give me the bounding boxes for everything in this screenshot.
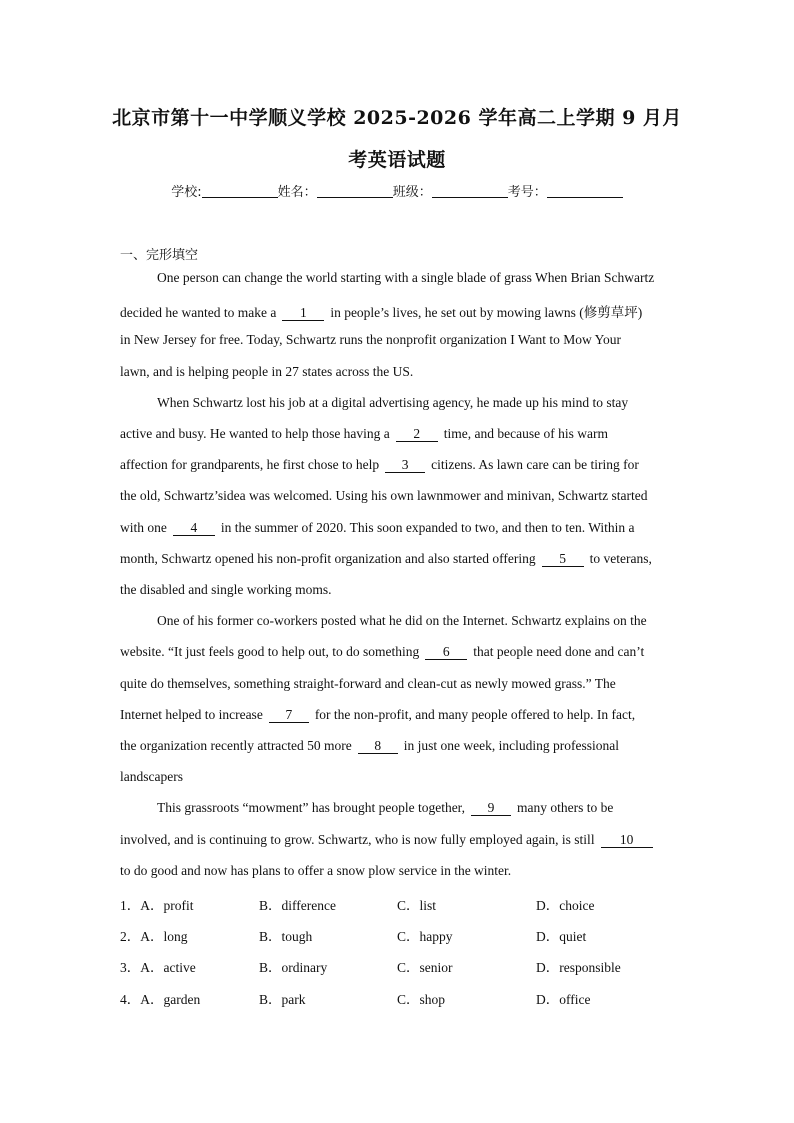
question-1-option-c[interactable]: C．list [397, 898, 437, 913]
question-1-option-d[interactable]: D．choice [536, 898, 595, 913]
passage-line: the organization recently attracted 50 more 8 in just one week, including professional [120, 738, 619, 753]
passage-line: landscapers [120, 769, 183, 784]
passage-line: the old, Schwartz’sidea was welcomed. Using his own lawnmower and minivan, Schwartz started [120, 488, 648, 503]
student-info-row [0, 181, 794, 200]
blank-9[interactable]: 9 [471, 801, 511, 816]
passage-line: One of his former co-workers posted what he did on the Internet. Schwartz explains on the [157, 613, 647, 628]
passage-line: in New Jersey for free. Today, Schwartz runs the nonprofit organization I Want to Mow Your [120, 332, 621, 347]
passage-line: with one 4 in the summer of 2020. This soon expanded to two, and then to ten. Within a [120, 520, 635, 535]
passage-line: decided he wanted to make a 1 in people’s lives, he set out by mowing lawns (修剪草坪) [120, 305, 643, 320]
question-4-option-b[interactable]: B．park [259, 992, 306, 1007]
blank-5[interactable]: 5 [542, 552, 584, 567]
blank-8[interactable]: 8 [358, 739, 398, 754]
passage-line: month, Schwartz opened his non-profit organization and also started offering 5 to veterans, [120, 551, 652, 566]
passage-line: to do good and now has plans to offer a snow plow service in the winter. [120, 863, 512, 878]
passage-line: lawn, and is helping people in 27 states across the US. [120, 364, 414, 379]
blank-7[interactable]: 7 [269, 708, 309, 723]
passage-line: One person can change the world starting with a single blade of grass When Brian Schwartz [157, 270, 655, 285]
passage-line: quite do themselves, something straight-forward and clean-cut as newly mowed grass.” The [120, 676, 616, 691]
question-2-option-c[interactable]: C．happy [397, 929, 453, 944]
school-blank[interactable] [202, 184, 278, 198]
question-2-option-b[interactable]: B．tough [259, 929, 313, 944]
blank-3[interactable]: 3 [385, 458, 425, 473]
class-label: 班级： [392, 185, 432, 200]
passage-line: website. “It just feels good to help out, to do something 6 that people need done and can’t [120, 644, 645, 659]
exam-title-line2: 考英语试题 [348, 149, 446, 171]
name-label: 姓名： [277, 185, 317, 200]
passage-line: involved, and is continuing to grow. Schwartz, who is now fully employed again, is still 10 [120, 832, 659, 848]
question-4-option-d[interactable]: D．office [536, 992, 591, 1007]
class-blank[interactable] [432, 184, 508, 198]
question-2-option-a[interactable]: 2．A．long [120, 929, 188, 944]
school-label: 学校: [171, 185, 202, 200]
blank-4[interactable]: 4 [173, 521, 215, 536]
passage-line: Internet helped to increase 7 for the non-profit, and many people offered to help. In fact, [120, 707, 636, 722]
blank-1[interactable]: 1 [282, 306, 324, 321]
blank-2[interactable]: 2 [396, 427, 438, 442]
passage-line: the disabled and single working moms. [120, 582, 332, 597]
exam-number-label: 考号： [507, 185, 547, 200]
passage-line: This grassroots “mowment” has brought people together, 9 many others to be [157, 800, 614, 815]
blank-6[interactable]: 6 [425, 645, 467, 660]
exam-number-blank[interactable] [547, 184, 623, 198]
question-3-option-d[interactable]: D．responsible [536, 960, 621, 975]
passage-line: When Schwartz lost his job at a digital advertising agency, he made up his mind to stay [157, 395, 629, 410]
question-2-option-d[interactable]: D．quiet [536, 929, 587, 944]
question-4-option-a[interactable]: 4．A．garden [120, 992, 201, 1007]
passage-line: affection for grandparents, he first chose to help 3 citizens. As lawn care can be tiring for [120, 457, 639, 472]
passage-line: active and busy. He wanted to help those having a 2 time, and because of his warm [120, 426, 608, 441]
question-1-option-a[interactable]: 1．A．profit [120, 898, 194, 913]
name-blank[interactable] [317, 184, 393, 198]
exam-title-line1: 北京市第十一中学顺义学校 2025-2026 学年高二上学期 9 月月 [112, 107, 682, 129]
blank-10[interactable]: 10 [601, 833, 653, 848]
question-3-option-b[interactable]: B．ordinary [259, 960, 328, 975]
question-4-option-c[interactable]: C．shop [397, 992, 446, 1007]
question-1-option-b[interactable]: B．difference [259, 898, 336, 913]
question-3-option-c[interactable]: C．senior [397, 960, 453, 975]
question-3-option-a[interactable]: 3．A．active [120, 960, 196, 975]
section-heading: 一、完形填空 [120, 248, 199, 263]
